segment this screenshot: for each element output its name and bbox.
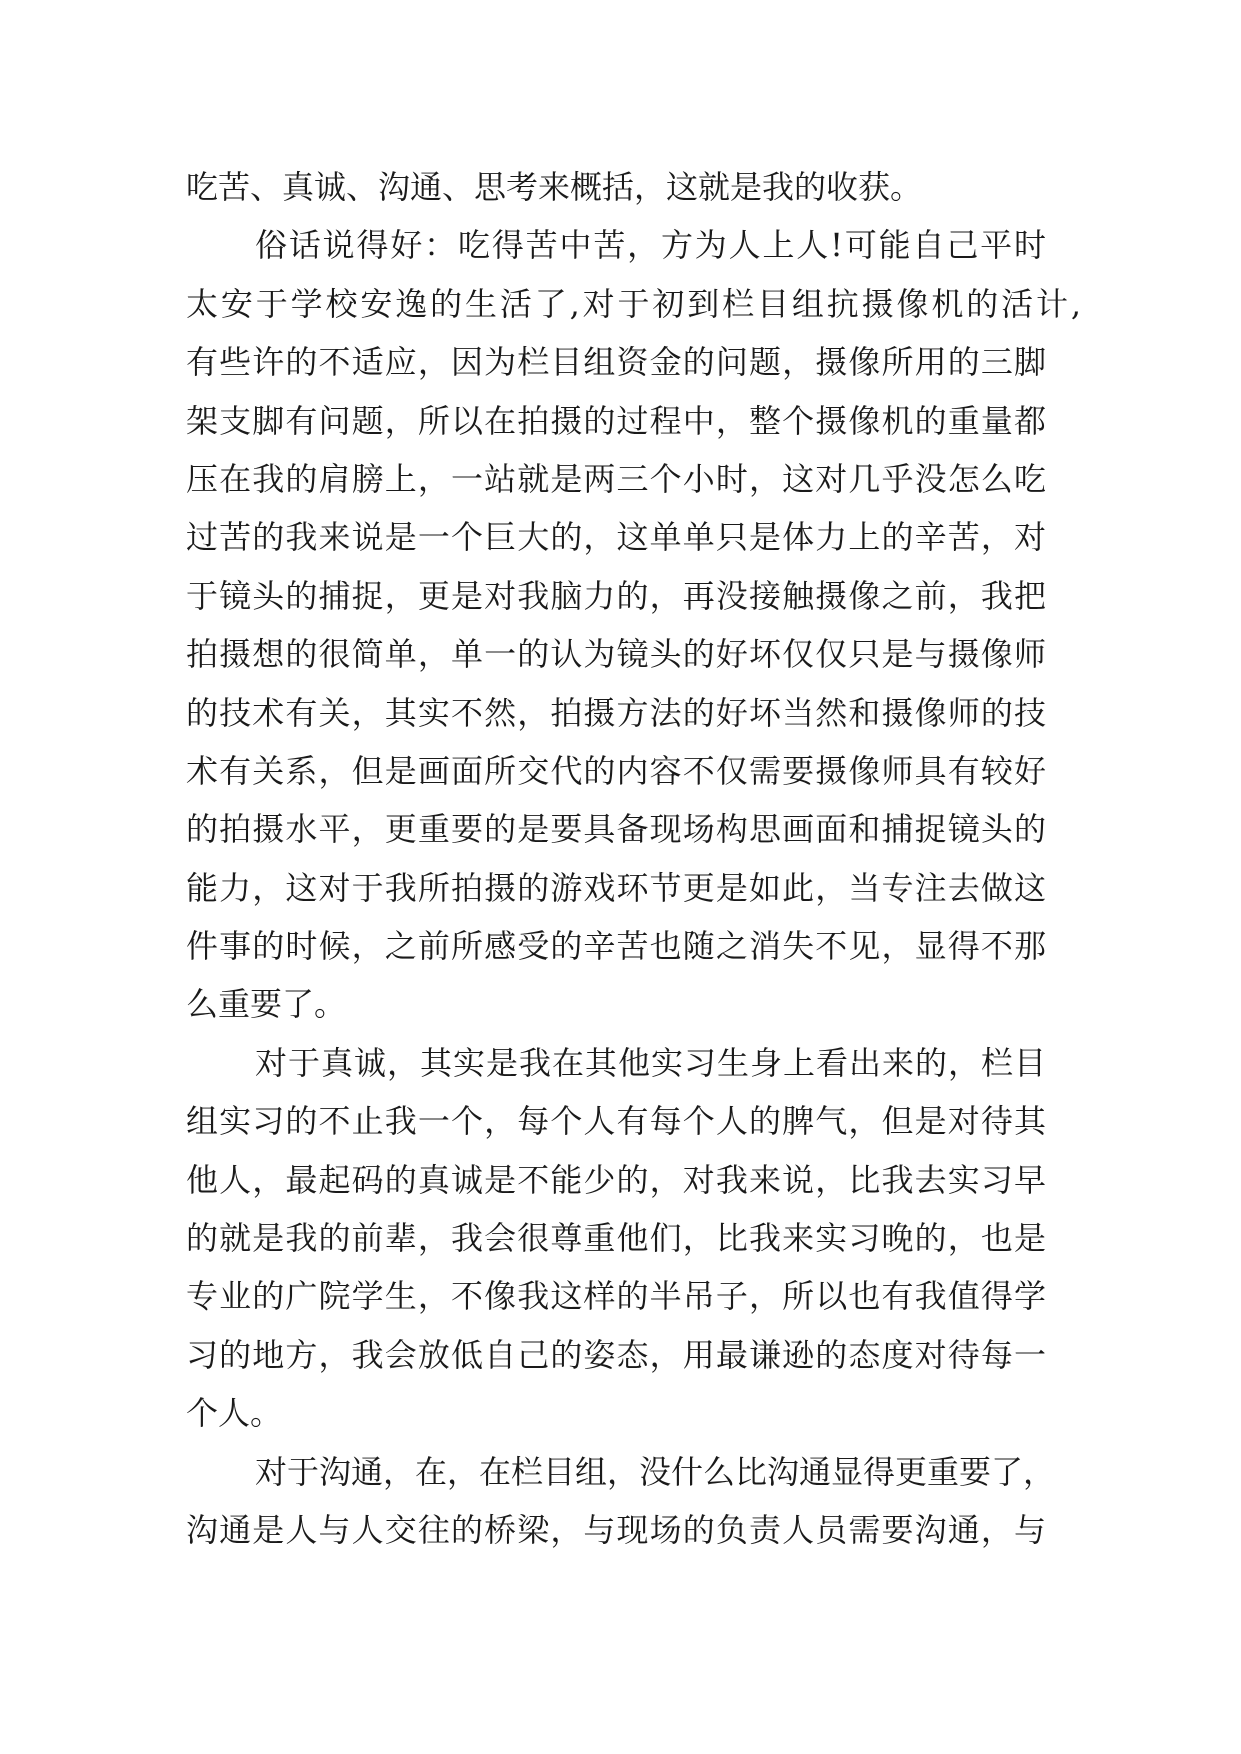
text-line: 于镜头的捕捉，更是对我脑力的，再没接触摄像之前，我把	[186, 576, 1046, 615]
paragraph-start-line: 对于沟通，在，在栏目组，没什么比沟通显得更重要了，	[255, 1452, 1056, 1491]
text-line: 拍摄想的很简单，单一的认为镜头的好坏仅仅只是与摄像师	[186, 635, 1046, 674]
text-line: 太安于学校安逸的生活了,对于初到栏目组抗摄像机的活计,	[186, 284, 1081, 323]
paragraph-start-line: 俗话说得好：吃得苦中苦，方为人上人!可能自己平时	[255, 226, 1046, 265]
text-line: 能力，这对于我所拍摄的游戏环节更是如此，当专注去做这	[186, 868, 1046, 907]
text-line: 术有关系，但是画面所交代的内容不仅需要摄像师具有较好	[186, 751, 1046, 790]
text-line: 习的地方，我会放低自己的姿态，用最谦逊的态度对待每一	[186, 1335, 1046, 1374]
paragraph-end-line: 么重要了。	[186, 985, 347, 1024]
text-line: 架支脚有问题，所以在拍摄的过程中，整个摄像机的重量都	[186, 401, 1046, 440]
text-line: 有些许的不适应，因为栏目组资金的问题，摄像所用的三脚	[186, 343, 1046, 382]
text-line: 专业的广院学生，不像我这样的半吊子，所以也有我值得学	[186, 1277, 1046, 1316]
text-line: 的技术有关，其实不然，拍摄方法的好坏当然和摄像师的技	[186, 693, 1046, 732]
text-line: 组实习的不止我一个，每个人有每个人的脾气，但是对待其	[186, 1102, 1046, 1141]
text-line: 沟通是人与人交往的桥梁，与现场的负责人员需要沟通，与	[186, 1510, 1046, 1549]
text-line: 压在我的肩膀上，一站就是两三个小时，这对几乎没怎么吃	[186, 459, 1046, 498]
paragraph-end-line: 个人。	[186, 1394, 283, 1433]
text-line: 的拍摄水平，更重要的是要具备现场构思画面和捕捉镜头的	[186, 810, 1046, 849]
text-line: 他人，最起码的真诚是不能少的，对我来说，比我去实习早	[186, 1160, 1046, 1199]
text-line: 件事的时候，之前所感受的辛苦也随之消失不见，显得不那	[186, 927, 1046, 966]
text-line: 的就是我的前辈，我会很尊重他们，比我来实习晚的，也是	[186, 1219, 1046, 1258]
text-line: 吃苦、真诚、沟通、思考来概括，这就是我的收获。	[186, 168, 923, 206]
text-line: 过苦的我来说是一个巨大的，这单单只是体力上的辛苦，对	[186, 518, 1046, 557]
paragraph-start-line: 对于真诚，其实是我在其他实习生身上看出来的，栏目	[255, 1043, 1046, 1082]
body-text	[186, 158, 1086, 1559]
